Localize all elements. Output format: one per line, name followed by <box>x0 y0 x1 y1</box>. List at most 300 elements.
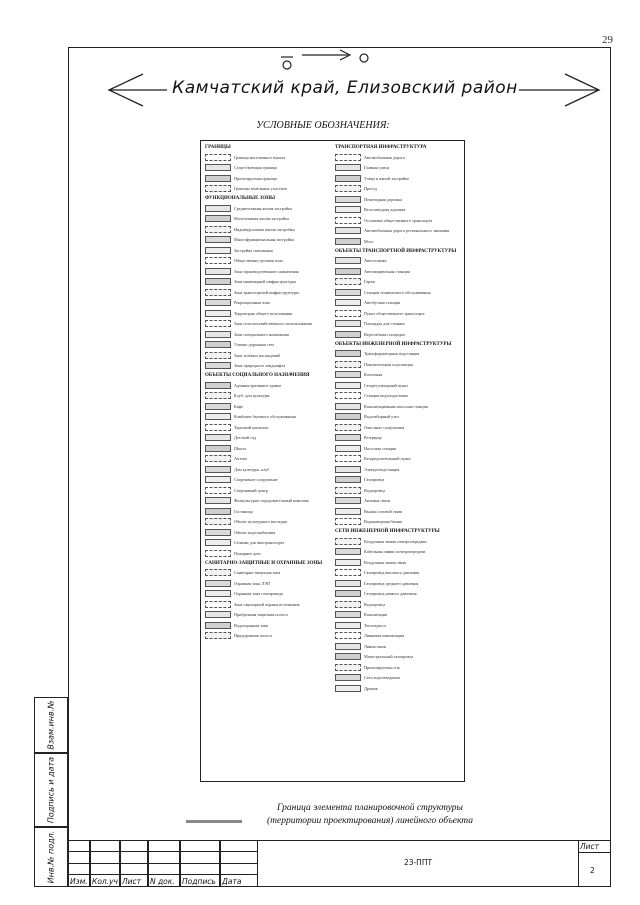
legend-item-label: Проектируемая сеть <box>364 664 401 670</box>
legend-item-label: Улично-дорожная сеть <box>234 342 275 348</box>
legend-item-label: Комбинат бытового обслуживания <box>234 414 296 420</box>
legend-item <box>205 610 333 621</box>
legend-item <box>335 433 463 444</box>
side-label-podpis: Подпись и дата <box>46 756 56 824</box>
boundary-note-line1: Граница элемента планировочной структуры <box>277 803 463 813</box>
legend-item-label: Пешеходная дорожка <box>364 196 403 202</box>
legend-item <box>205 496 333 507</box>
legend-swatch-icon <box>205 352 231 359</box>
legend-swatch-icon <box>335 508 361 515</box>
legend-section-title: САНИТАРНО-ЗАЩИТНЫЕ И ОХРАННЫЕ ЗОНЫ <box>205 560 323 566</box>
side-cell-inv <box>34 827 68 887</box>
legend-item <box>205 401 333 412</box>
legend-swatch-icon <box>335 371 361 378</box>
legend-item <box>205 412 333 423</box>
legend-item <box>335 517 463 528</box>
legend-swatch-icon <box>205 550 231 557</box>
legend-item-label: Очистные сооружения <box>364 424 405 430</box>
legend-section-title: ОБЪЕКТЫ ТРАНСПОРТНОЙ ИНФРАСТРУКТУРЫ <box>335 248 457 254</box>
legend-swatch-icon <box>205 476 231 483</box>
legend-swatch-icon <box>335 622 361 629</box>
sheet-label: Лист <box>580 842 600 851</box>
legend-swatch-icon <box>205 205 231 212</box>
legend-item-label: Зона специального назначения <box>234 331 289 337</box>
legend-item <box>205 319 333 330</box>
legend-item <box>205 256 333 267</box>
legend-swatch-icon <box>335 632 361 639</box>
legend-swatch-icon <box>205 226 231 233</box>
legend-swatch-icon <box>335 403 361 410</box>
legend-item <box>205 214 333 225</box>
legend-right-column <box>335 143 463 694</box>
legend-item <box>335 599 463 610</box>
legend-section-title: ГРАНИЦЫ <box>205 145 231 150</box>
legend-item-label: Торговый комплекс <box>234 424 269 430</box>
sheet-number: 2 <box>590 866 595 875</box>
legend-item-label: Газопровод среднего давления <box>364 580 419 586</box>
legend-item <box>205 340 333 351</box>
legend-item <box>205 485 333 496</box>
boundary-note-line2: (территории проектирования) линейного объекта <box>266 816 474 826</box>
legend-item <box>205 631 333 642</box>
legend-swatch-icon <box>205 278 231 285</box>
legend-item-label: Прибрежная защитная полоса <box>234 612 288 618</box>
legend-swatch-icon <box>335 590 361 597</box>
legend-item <box>205 329 333 340</box>
legend-item <box>205 235 333 246</box>
legend-swatch-icon <box>335 310 361 317</box>
legend-item-label: Теплотрасса <box>364 622 387 628</box>
legend-swatch-icon <box>205 382 231 389</box>
legend-swatch-icon <box>205 215 231 222</box>
legend-swatch-icon <box>205 341 231 348</box>
legend-swatch-icon <box>335 331 361 338</box>
legend-item-label: Пожарное депо <box>234 550 262 556</box>
legend-item <box>205 422 333 433</box>
side-label-inv: Инв.№ подл. <box>46 830 56 884</box>
legend-swatch-icon <box>335 548 361 555</box>
legend-item-label: Автостоянка <box>364 258 387 264</box>
legend-item <box>335 256 463 267</box>
legend-item-label: Санитарно-защитная зона <box>234 570 281 576</box>
legend-swatch-icon <box>335 674 361 681</box>
legend-swatch-icon <box>335 350 361 357</box>
legend-heading: УСЛОВНЫЕ ОБОЗНАЧЕНИЯ: <box>256 120 390 131</box>
legend-item <box>205 308 333 319</box>
legend-item <box>205 380 333 391</box>
legend-item-label: Физкультурно-оздоровительный комплекс <box>234 498 310 504</box>
revision-column <box>68 840 90 887</box>
legend-item <box>335 329 463 340</box>
legend-swatch-icon <box>205 154 231 161</box>
legend-item <box>335 673 463 684</box>
legend-item-label: Распределительный пункт <box>364 456 411 462</box>
legend-item-label: Трансформаторная подстанция <box>364 351 420 357</box>
legend-swatch-icon <box>335 238 361 245</box>
legend-item-label: Насосная станция <box>364 445 397 451</box>
legend-item <box>335 226 463 237</box>
legend-item-label: Газопровод высокого давления <box>364 570 420 576</box>
revision-column <box>120 840 148 887</box>
legend-item <box>205 578 333 589</box>
legend-item <box>335 194 463 205</box>
legend-item <box>335 380 463 391</box>
legend-swatch-icon <box>335 154 361 161</box>
legend-item <box>205 287 333 298</box>
legend-item-label: Дом культуры, клуб <box>234 466 270 472</box>
legend-item <box>335 464 463 475</box>
legend-item-label: Спортивное сооружение <box>234 477 278 483</box>
legend-swatch-icon <box>335 185 361 192</box>
legend-item <box>205 163 333 174</box>
legend-item-label: Зона производственного назначения <box>234 268 299 274</box>
legend-item <box>205 475 333 486</box>
legend-section-title: ОБЪЕКТЫ ИНЖЕНЕРНОЙ ИНФРАСТРУКТУРЫ <box>335 341 452 347</box>
revision-column <box>90 840 120 887</box>
legend-swatch-icon <box>205 611 231 618</box>
legend-item <box>335 163 463 174</box>
legend-swatch-icon <box>335 569 361 576</box>
legend-item <box>335 205 463 216</box>
legend-swatch-icon <box>335 175 361 182</box>
legend-swatch-icon <box>335 580 361 587</box>
legend-item-label: Клуб, дом культуры <box>234 393 270 399</box>
legend-item-label: Зона инженерной инфраструктуры <box>234 279 297 285</box>
legend-item-label: Проектируемая граница <box>234 175 277 181</box>
legend-item <box>335 308 463 319</box>
legend-swatch-icon <box>205 590 231 597</box>
legend-item-label: Линия связи <box>364 643 387 649</box>
legend-item-label: Автозаправочная станция <box>364 268 410 274</box>
legend-item-label: Охранная зона ЛЭП <box>234 580 270 586</box>
legend-swatch-icon <box>335 653 361 660</box>
legend-item <box>205 203 333 214</box>
legend-item <box>205 589 333 600</box>
revision-column-label: Лист <box>122 877 142 886</box>
legend-item <box>205 298 333 309</box>
legend-item <box>335 454 463 465</box>
legend-item-label: Зона санитарной охраны источников <box>234 601 300 607</box>
legend-item-label: Охранная зона газопровода <box>234 591 283 597</box>
legend-swatch-icon <box>205 392 231 399</box>
legend-item-label: Малоэтажная жилая застройка <box>234 216 289 222</box>
legend-swatch-icon <box>205 268 231 275</box>
legend-item-label: Мост <box>364 238 374 244</box>
legend-swatch-icon <box>335 611 361 618</box>
legend-item-label: Школа <box>234 445 247 451</box>
legend-swatch-icon <box>335 476 361 483</box>
legend-item-label: Остановка общественного транспорта <box>364 217 433 223</box>
legend-item <box>335 370 463 381</box>
legend-item-label: Административное здание <box>234 382 282 388</box>
legend-item-label: Гостиница <box>234 508 253 514</box>
revision-column-label: Дата <box>222 877 242 886</box>
legend-item <box>335 152 463 163</box>
legend-swatch-icon <box>335 643 361 650</box>
legend-item <box>205 568 333 579</box>
legend-item <box>205 152 333 163</box>
legend-swatch-icon <box>335 434 361 441</box>
legend-item <box>205 245 333 256</box>
legend-item-label: Существующая граница <box>234 165 278 171</box>
legend-swatch-icon <box>205 424 231 431</box>
legend-item <box>205 277 333 288</box>
legend-item-label: Зона зелёных насаждений <box>234 352 281 358</box>
legend-item <box>205 527 333 538</box>
legend-item <box>335 359 463 370</box>
legend-item <box>335 173 463 184</box>
legend-swatch-icon <box>335 278 361 285</box>
legend-swatch-icon <box>335 227 361 234</box>
legend-swatch-icon <box>205 236 231 243</box>
legend-item <box>205 361 333 372</box>
legend-section-title: ОБЪЕКТЫ СОЦИАЛЬНОГО НАЗНАЧЕНИЯ <box>205 373 310 378</box>
legend-swatch-icon <box>335 268 361 275</box>
legend-swatch-icon <box>335 392 361 399</box>
legend-item-label: Дренаж <box>364 685 378 691</box>
legend-item-label: Общественно-деловая зона <box>234 258 283 264</box>
legend-swatch-icon <box>205 497 231 504</box>
legend-swatch-icon <box>335 257 361 264</box>
legend-item-label: Кафе <box>234 403 244 409</box>
legend-item <box>335 652 463 663</box>
legend-swatch-icon <box>335 487 361 494</box>
legend-swatch-icon <box>205 331 231 338</box>
legend-item <box>335 412 463 423</box>
legend-item <box>335 662 463 673</box>
legend-item-label: Антенна связи <box>364 498 390 504</box>
legend-item-label: Автобусная станция <box>364 300 401 306</box>
legend-swatch-icon <box>205 299 231 306</box>
legend-item <box>205 599 333 610</box>
legend-item <box>205 464 333 475</box>
legend-swatch-icon <box>205 289 231 296</box>
legend-swatch-icon <box>205 310 231 317</box>
legend-swatch-icon <box>205 455 231 462</box>
legend-swatch-icon <box>205 413 231 420</box>
legend-swatch-icon <box>335 424 361 431</box>
legend-swatch-icon <box>205 580 231 587</box>
legend-swatch-icon <box>335 497 361 504</box>
legend-item-label: Пункт общественного транспорта <box>364 310 425 316</box>
legend-item-label: Придорожная полоса <box>234 633 272 639</box>
legend-item-label: Территория общего пользования <box>234 310 293 316</box>
legend-item-label: Газопровод низкого давления <box>364 591 417 597</box>
legend-item-label: Водозаборный узел <box>364 414 399 420</box>
legend-swatch-icon <box>335 559 361 566</box>
side-cell-vzam <box>34 697 68 753</box>
legend-item <box>335 547 463 558</box>
legend-item <box>205 517 333 528</box>
revision-column <box>148 840 180 887</box>
legend-item <box>335 215 463 226</box>
legend-item-label: Застройка смешанная <box>234 247 273 253</box>
legend-item-label: Электроподстанция <box>364 466 400 472</box>
legend-item <box>335 536 463 547</box>
legend-item <box>335 401 463 412</box>
boundary-line-symbol <box>186 820 242 823</box>
legend-item-label: Канализационная насосная станция <box>364 403 428 409</box>
legend-swatch-icon <box>205 257 231 264</box>
legend-swatch-icon <box>335 685 361 692</box>
legend-swatch-icon <box>205 403 231 410</box>
page-number: 29 <box>602 34 613 46</box>
legend-item-label: Резервуар <box>364 435 382 441</box>
legend-item <box>205 391 333 402</box>
legend-item <box>205 443 333 454</box>
legend-item-label: Автомобильная дорога <box>364 154 405 160</box>
legend-item <box>335 391 463 402</box>
legend-box <box>200 140 465 782</box>
legend-swatch-icon <box>335 196 361 203</box>
legend-item-label: Зона природного ландшафта <box>234 363 286 369</box>
legend-item <box>205 433 333 444</box>
legend-item-label: Магистральный газопровод <box>364 654 414 660</box>
page-title: Камчатский край, Елизовский район <box>172 78 518 98</box>
legend-item-label: Вышка сотовой связи <box>364 508 403 514</box>
legend-swatch-icon <box>335 538 361 545</box>
legend-swatch-icon <box>335 164 361 171</box>
legend-item-label: Водонапорная башня <box>364 519 402 525</box>
legend-item-label: Водопровод <box>364 601 386 607</box>
legend-item-label: Зона транспортной инфраструктуры <box>234 289 299 295</box>
legend-item-label: Станция водоподготовки <box>364 393 409 399</box>
legend-swatch-icon <box>335 382 361 389</box>
legend-item-label: Зона сельскохозяйственного использования <box>234 321 312 327</box>
legend-swatch-icon <box>205 175 231 182</box>
legend-section-title: ТРАНСПОРТНАЯ ИНФРАСТРУКТУРА <box>335 145 427 150</box>
legend-section-title: СЕТИ ИНЖЕНЕРНОЙ ИНФРАСТРУКТУРЫ <box>335 529 440 534</box>
revision-column-label: Изм. <box>70 877 88 886</box>
legend-swatch-icon <box>205 622 231 629</box>
legend-item <box>335 422 463 433</box>
legend-swatch-icon <box>335 455 361 462</box>
legend-swatch-icon <box>205 445 231 452</box>
legend-item-label: Среднеэтажная жилая застройка <box>234 205 292 211</box>
legend-item-label: Велосипедная дорожка <box>364 207 406 213</box>
legend-item <box>205 350 333 361</box>
legend-item-label: Станция технического обслуживания <box>364 289 431 295</box>
legend-swatch-icon <box>205 632 231 639</box>
legend-item <box>335 589 463 600</box>
legend-item-label: Улица в жилой застройке <box>364 175 410 181</box>
legend-swatch-icon <box>335 466 361 473</box>
legend-item <box>335 683 463 694</box>
legend-swatch-icon <box>205 247 231 254</box>
legend-item <box>335 319 463 330</box>
title-block <box>68 840 611 887</box>
legend-swatch-icon <box>205 529 231 536</box>
legend-item-label: Гараж <box>364 279 376 285</box>
legend-swatch-icon <box>335 361 361 368</box>
legend-swatch-icon <box>335 664 361 671</box>
legend-item <box>335 506 463 517</box>
legend-item <box>335 641 463 652</box>
legend-item <box>335 568 463 579</box>
legend-item <box>335 349 463 360</box>
legend-swatch-icon <box>205 362 231 369</box>
legend-item-label: Площадка для стоянки <box>364 321 405 327</box>
legend-item-label: Стоянка для автотранспорта <box>234 540 285 546</box>
legend-item-label: Спортивный центр <box>234 487 268 493</box>
legend-item-label: Водоохранная зона <box>234 622 269 628</box>
revision-column-label: Кол.уч <box>92 877 118 886</box>
legend-item-label: Котельная <box>364 372 383 378</box>
revision-column <box>180 840 220 887</box>
legend-item-label: Многофункциональная застройка <box>234 237 295 243</box>
legend-swatch-icon <box>205 601 231 608</box>
legend-item <box>205 538 333 549</box>
legend-item <box>335 557 463 568</box>
legend-item-label: Главная улица <box>364 165 390 171</box>
legend-swatch-icon <box>335 518 361 525</box>
legend-item <box>335 485 463 496</box>
legend-swatch-icon <box>205 518 231 525</box>
side-stamp <box>34 697 68 887</box>
legend-item <box>335 266 463 277</box>
legend-item-label: Кабельная линия электропередачи <box>364 549 426 555</box>
revision-column-label: N док. <box>150 877 175 886</box>
legend-item-label: Границы земельных участков <box>234 186 287 192</box>
legend-swatch-icon <box>205 508 231 515</box>
legend-item <box>205 224 333 235</box>
legend-item-label: Воздушная линия электропередачи <box>364 538 427 544</box>
legend-item <box>205 454 333 465</box>
legend-item <box>335 631 463 642</box>
legend-item <box>335 475 463 486</box>
legend-item <box>335 287 463 298</box>
grid-line <box>578 852 611 853</box>
legend-item-label: Автомобильная дорога регионального значения <box>364 228 450 234</box>
legend-swatch-icon <box>335 299 361 306</box>
legend-swatch-icon <box>335 445 361 452</box>
legend-item <box>335 496 463 507</box>
legend-item-label: Граница населенного пункта <box>234 154 286 160</box>
legend-item-label: Объект культурного наследия <box>234 519 287 525</box>
legend-item-label: Объект водоснабжения <box>234 529 276 535</box>
legend-item-label: Индивидуальная жилая застройка <box>234 226 295 232</box>
legend-item-label: Сеть водоотведения <box>364 675 400 681</box>
legend-item <box>205 548 333 559</box>
legend-swatch-icon <box>205 466 231 473</box>
legend-item <box>205 620 333 631</box>
legend-item <box>205 184 333 195</box>
legend-item-label: Водопровод <box>364 487 386 493</box>
revision-column-label: Подпись <box>182 877 216 886</box>
legend-item-label: Вертолётная площадка <box>364 331 405 337</box>
legend-swatch-icon <box>335 206 361 213</box>
legend-item <box>335 236 463 247</box>
legend-item <box>205 506 333 517</box>
legend-swatch-icon <box>335 320 361 327</box>
legend-left-column <box>205 143 333 641</box>
legend-item <box>335 184 463 195</box>
legend-item <box>205 173 333 184</box>
legend-item <box>335 620 463 631</box>
legend-item <box>335 298 463 309</box>
legend-item-label: Газорегуляторный пункт <box>364 382 409 388</box>
legend-item-label: Газопровод <box>364 477 385 483</box>
legend-swatch-icon <box>205 487 231 494</box>
legend-swatch-icon <box>335 289 361 296</box>
legend-swatch-icon <box>205 320 231 327</box>
legend-swatch-icon <box>335 217 361 224</box>
legend-item <box>335 277 463 288</box>
legend-swatch-icon <box>205 434 231 441</box>
boundary-note <box>250 802 490 828</box>
legend-swatch-icon <box>335 413 361 420</box>
legend-item-label: Проезд <box>364 186 377 192</box>
